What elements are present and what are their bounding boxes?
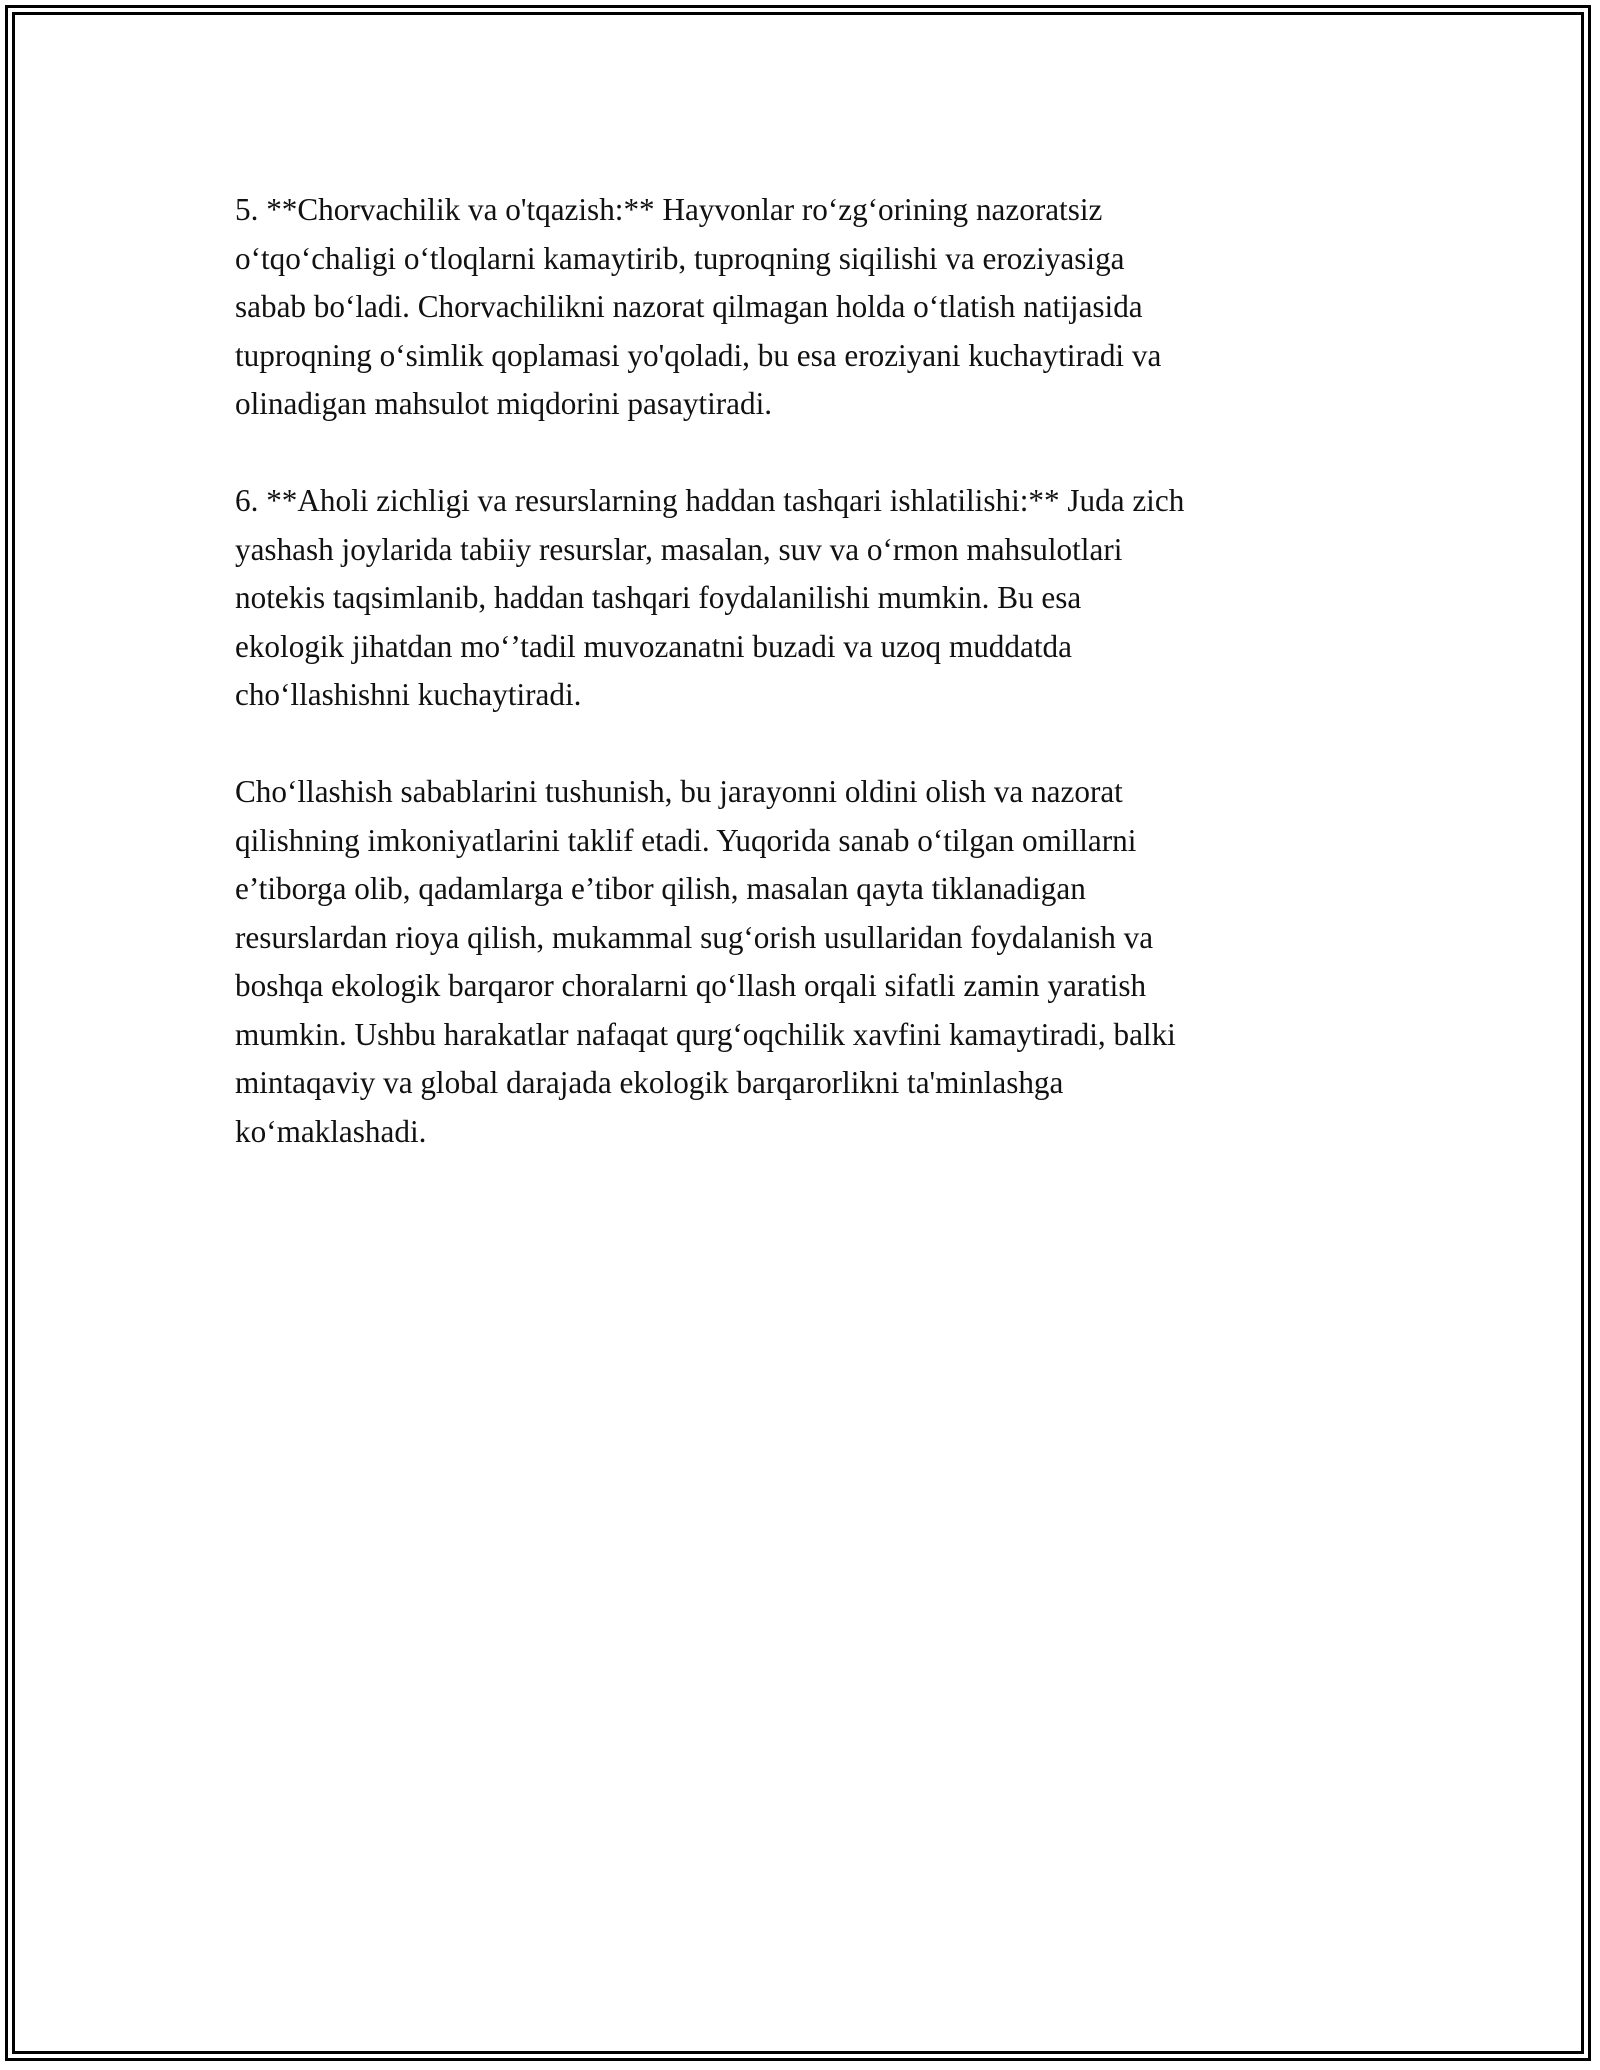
- document-body: [235, 186, 1375, 1205]
- paragraph-population-density: 6. **Aholi zichligi va resurslarning haddan tashqari ishlatilishi:** Juda zich yashash joylarida tabiiy resurslar, masalan, suv va o‘rmon mahsulotlari notekis taqsimlanib, haddan tashqari foydalanilishi mumkin. Bu esa ekologik jihatdan mo‘’tadil muvozanatni buzadi va uzoq muddatda cho‘llashishni kuchaytiradi.: [235, 483, 1185, 712]
- paragraph-conclusion: Cho‘llashish sabablarini tushunish, bu jarayonni oldini olish va nazorat qilishning imkoniyatlarini taklif etadi. Yuqorida sanab o‘tilgan omillarni e’tiborga olib, qadamlarga e’tibor qilish, masalan qayta tiklanadigan resurslardan rioya qilish, mukammal sug‘orish usullaridan foydalanish va boshqa ekologik barqaror choralarni qo‘llash orqali sifatli zamin yaratish mumkin. Ushbu harakatlar nafaqat qurg‘oqchilik xavfini kamaytiradi, balki mintaqaviy va global darajada ekologik barqarorlikni ta'minlashga ko‘maklashadi.: [235, 774, 1176, 1149]
- paragraph-livestock-grazing: 5. **Chorvachilik va o'tqazish:** Hayvonlar ro‘zg‘orining nazoratsiz o‘tqo‘chaligi o‘tloqlarni kamaytirib, tuproqning siqilishi va eroziyasiga sabab bo‘ladi. Chorvachilikni nazorat qilmagan holda o‘tlatish natijasida tuproqning o‘simlik qoplamasi yo'qoladi, bu esa eroziyani kuchaytiradi va olinadigan mahsulot miqdorini pasaytiradi.: [235, 192, 1162, 421]
